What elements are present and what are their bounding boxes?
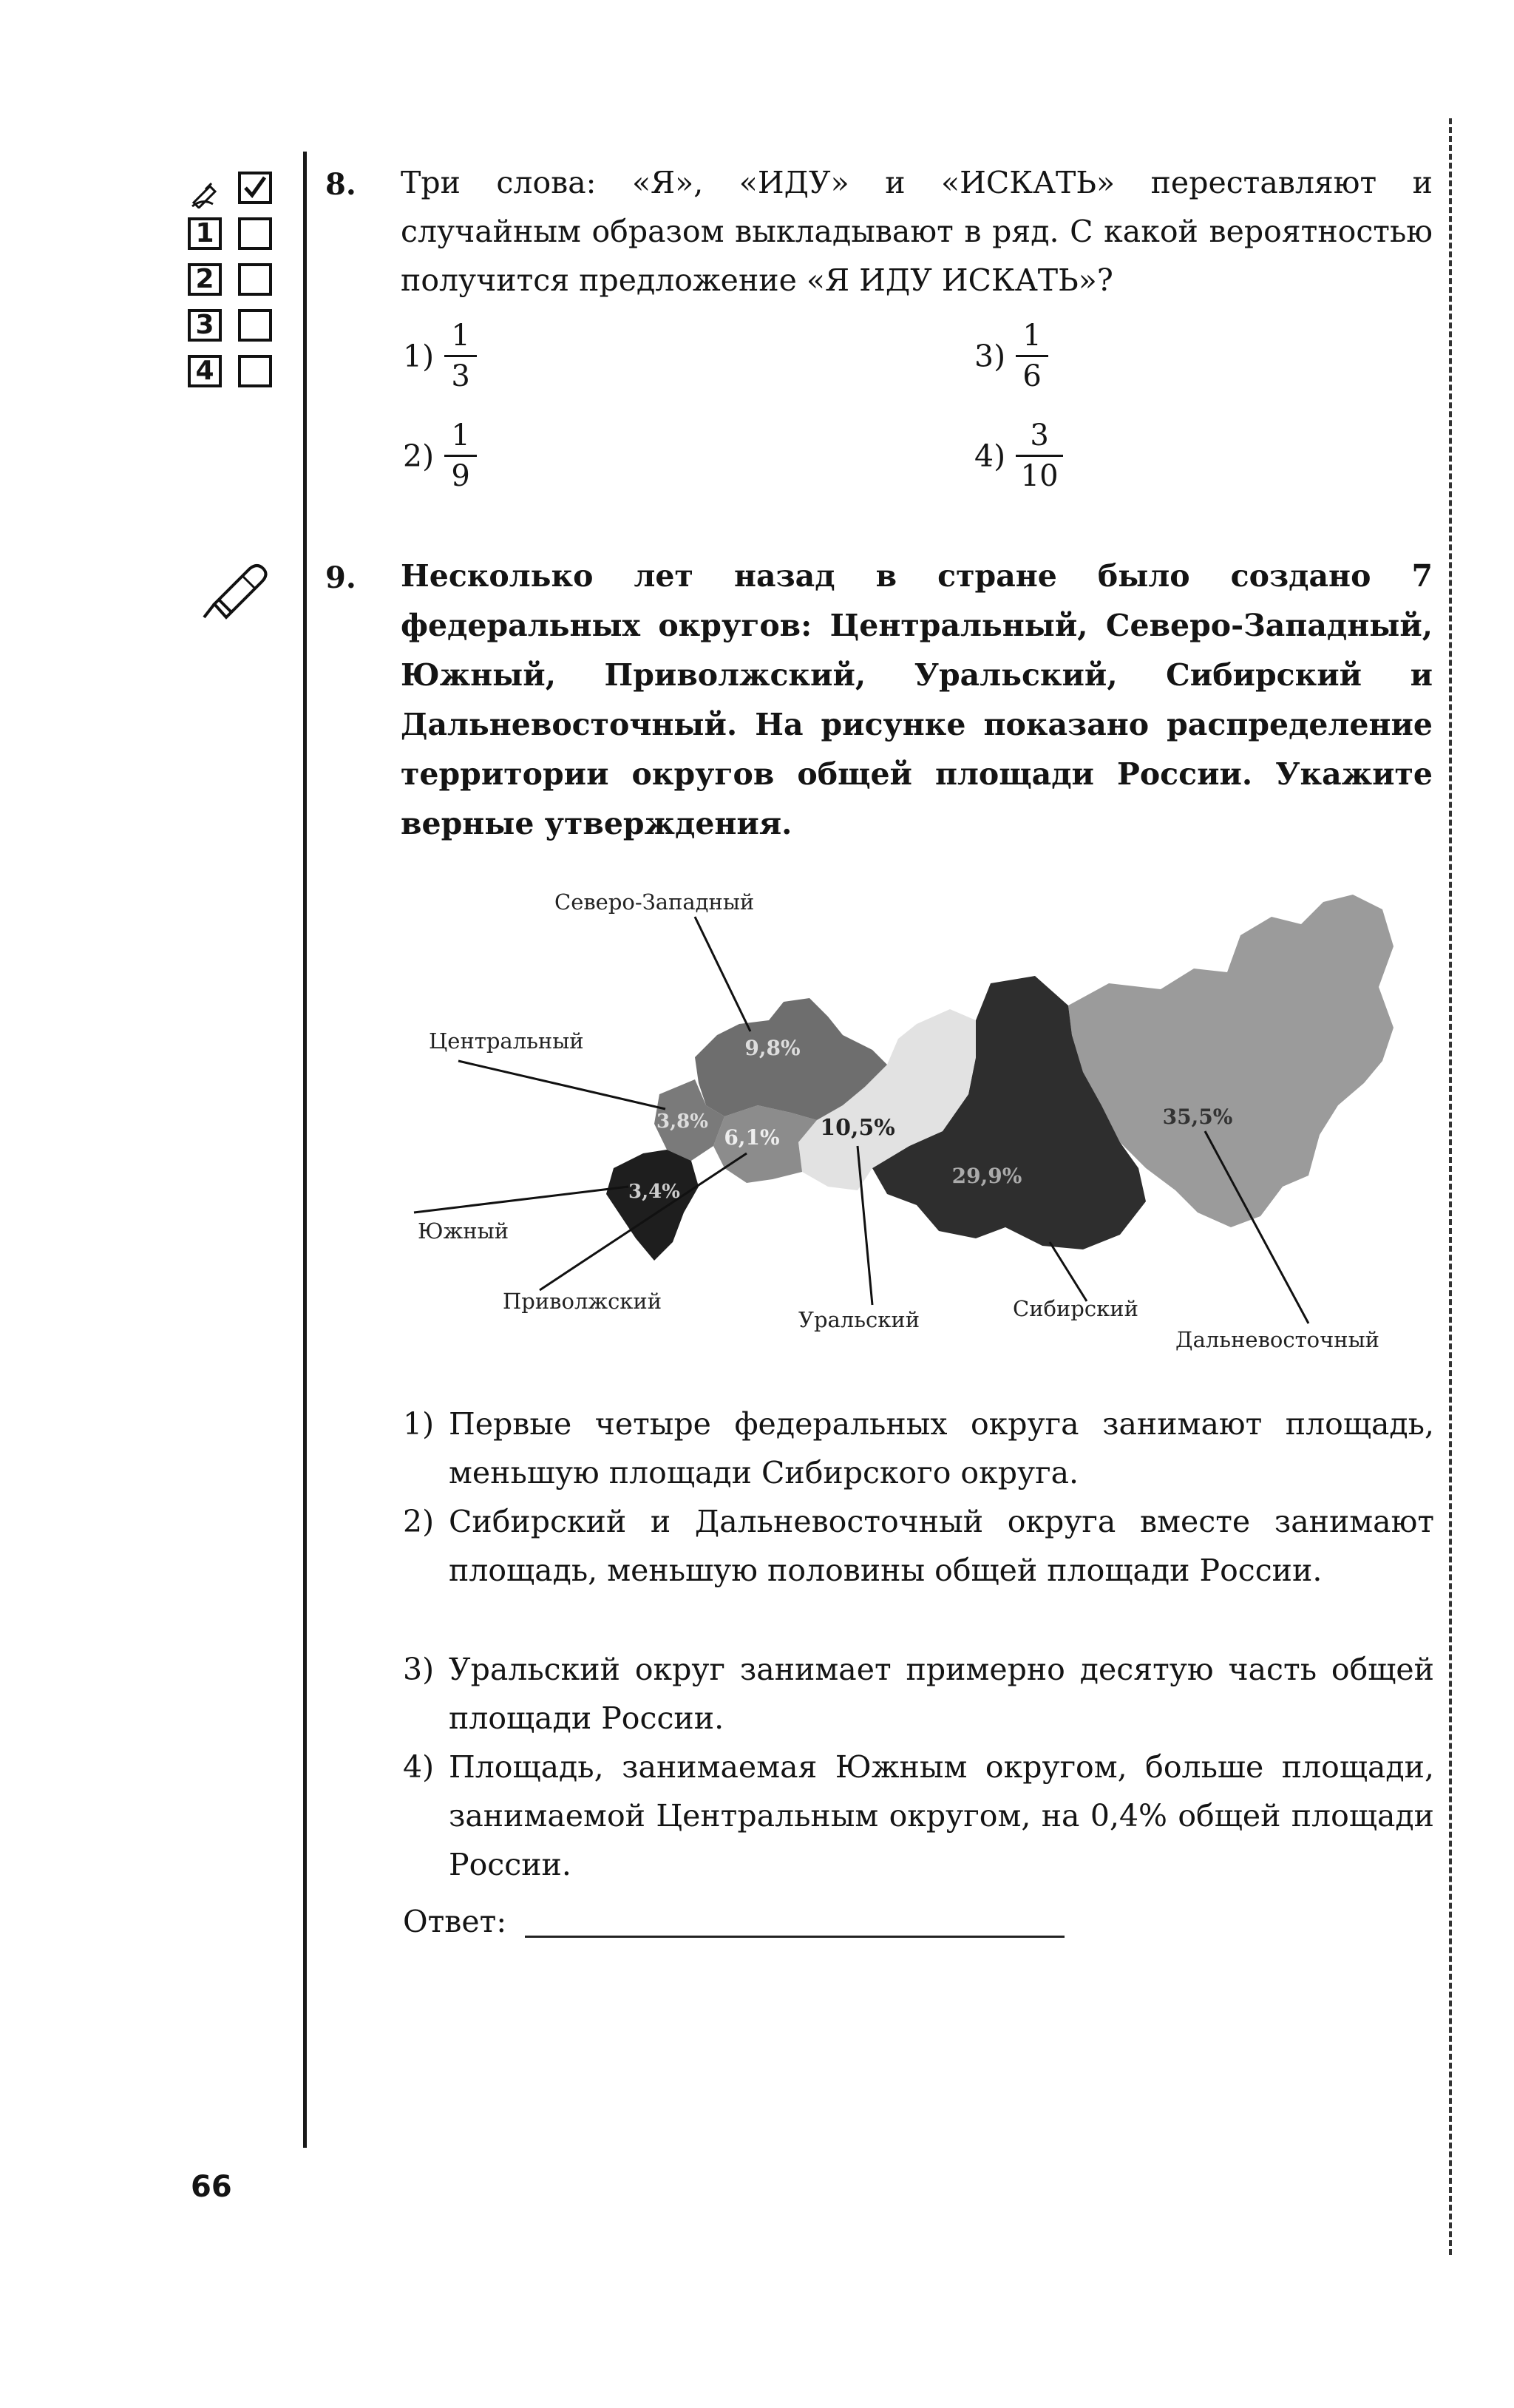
check-box-icon bbox=[238, 172, 272, 204]
percent-label: 10,5% bbox=[820, 1115, 895, 1141]
statement-number: 2) bbox=[403, 1504, 435, 1539]
statement-3 bbox=[403, 1645, 1434, 1743]
statement-text: Уральский округ занимает примерно десятую часть общей площади России. bbox=[449, 1652, 1434, 1736]
district-south bbox=[606, 1150, 699, 1261]
statement-number: 4) bbox=[403, 1749, 435, 1785]
district-name: Сибирский bbox=[1013, 1296, 1138, 1321]
fraction bbox=[444, 418, 477, 494]
percent-label: 3,8% bbox=[656, 1110, 708, 1133]
denominator: 3 bbox=[451, 359, 470, 393]
numerator: 1 bbox=[1022, 319, 1042, 353]
answer-checkbox-3[interactable] bbox=[238, 309, 272, 342]
denominator: 6 bbox=[1022, 359, 1042, 393]
answer-checkbox-4[interactable] bbox=[238, 355, 272, 387]
answer-box-number: 2 bbox=[188, 263, 222, 296]
percent-label: 9,8% bbox=[744, 1036, 801, 1060]
question-number: 8. bbox=[325, 167, 356, 202]
statement-number: 1) bbox=[403, 1406, 435, 1442]
percent-label: 29,9% bbox=[951, 1164, 1022, 1188]
numerator: 3 bbox=[1030, 418, 1049, 452]
cut-line bbox=[1449, 118, 1452, 2255]
option-4[interactable] bbox=[974, 418, 1063, 494]
option-label: 3) bbox=[974, 338, 1006, 374]
margin-rule bbox=[303, 152, 307, 2148]
answer-checkbox-1[interactable] bbox=[238, 217, 272, 250]
russia-districts-map bbox=[399, 813, 1434, 1375]
pen-check-icon bbox=[191, 172, 235, 208]
percent-label: 35,5% bbox=[1162, 1105, 1233, 1129]
statement-4 bbox=[403, 1743, 1434, 1889]
denominator: 9 bbox=[451, 459, 470, 493]
question-8-text: Три слова: «Я», «ИДУ» и «ИСКАТЬ» переставляют и случайным образом выкладывают в ряд. С какой вероятностью получится предложение «Я ИДУ ИСКАТЬ»? bbox=[401, 165, 1433, 298]
fraction bbox=[1016, 418, 1063, 494]
district-name: Приволжский bbox=[503, 1289, 662, 1314]
answer-box-number: 3 bbox=[188, 309, 222, 342]
statement-text: Первые четыре федеральных округа занимают площадь, меньшую площади Сибирского округа. bbox=[449, 1406, 1434, 1490]
district-name: Дальневосточный bbox=[1175, 1327, 1380, 1352]
option-1[interactable] bbox=[403, 318, 477, 394]
answer-box-number: 4 bbox=[188, 355, 222, 387]
district-name: Уральский bbox=[798, 1307, 920, 1332]
answer-label: Ответ: bbox=[403, 1904, 507, 1939]
district-name: Южный bbox=[418, 1218, 509, 1244]
option-label: 2) bbox=[403, 438, 435, 474]
question-9-text: Несколько лет назад в стране было создано 7 федеральных округов: Центральный, Северо-Западный, Южный, Приволжский, Уральский, Сибирский и Дальневосточный. На рисунке показано распределение территории округов общей площади России. Укажите верные утверждения. bbox=[401, 558, 1433, 841]
denominator: 10 bbox=[1020, 459, 1059, 493]
statement-text: Сибирский и Дальневосточный округа вместе занимают площадь, меньшую половины общей площади России. bbox=[449, 1504, 1434, 1588]
fraction bbox=[444, 318, 477, 394]
option-2[interactable] bbox=[403, 418, 477, 494]
numerator: 1 bbox=[451, 319, 470, 353]
statement-text: Площадь, занимаемая Южным округом, больше площади, занимаемой Центральным округом, на 0,4% общей площади России. bbox=[449, 1749, 1434, 1882]
numerator: 1 bbox=[451, 418, 470, 452]
statement-2 bbox=[403, 1497, 1434, 1595]
statement-number: 3) bbox=[403, 1652, 435, 1687]
option-label: 1) bbox=[403, 338, 435, 374]
percent-label: 6,1% bbox=[724, 1125, 780, 1150]
percent-label: 3,4% bbox=[628, 1181, 680, 1203]
fraction bbox=[1016, 318, 1048, 394]
question-number: 9. bbox=[325, 560, 356, 595]
page-number: 66 bbox=[191, 2170, 232, 2204]
statement-1 bbox=[403, 1400, 1434, 1497]
district-name: Центральный bbox=[429, 1028, 584, 1054]
district-name: Северо-Западный bbox=[554, 889, 755, 915]
answer-checkbox-2[interactable] bbox=[238, 263, 272, 296]
pen-icon bbox=[198, 558, 272, 625]
option-3[interactable] bbox=[974, 318, 1048, 394]
answer-box-number: 1 bbox=[188, 217, 222, 250]
option-label: 4) bbox=[974, 438, 1006, 474]
answer-input-line[interactable] bbox=[525, 1936, 1065, 1938]
